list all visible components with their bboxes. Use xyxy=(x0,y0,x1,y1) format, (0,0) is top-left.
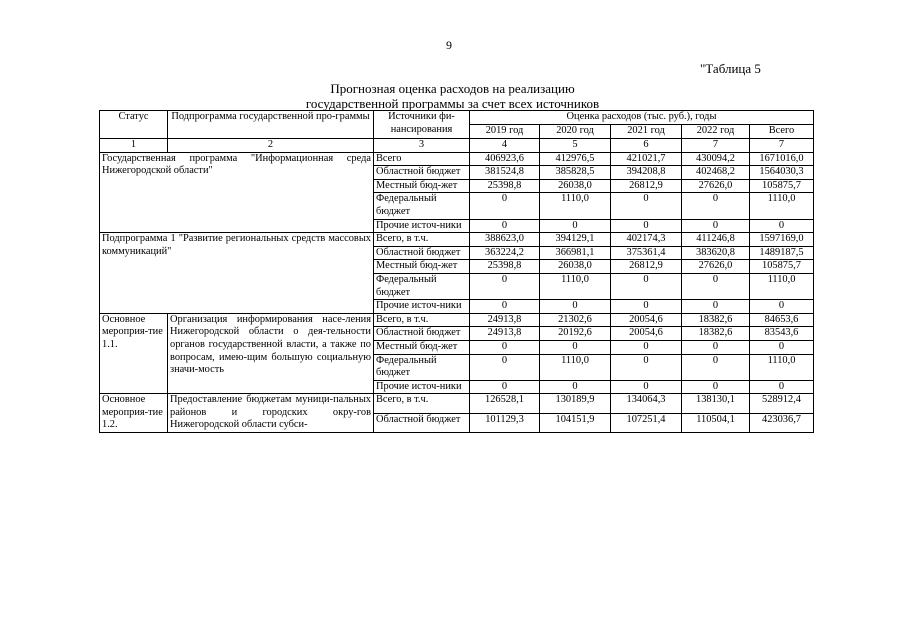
year-value-cell: 26812,9 xyxy=(611,260,682,274)
funding-source-cell: Всего, в т.ч. xyxy=(374,313,470,327)
subprogram-cell: Организация информирования насе-ления Нижегородской области о дея-тельности органов государственной власти, а также по вопросам, имею-щим большую социальную значи-мость xyxy=(168,313,374,394)
year-value-cell: 0 xyxy=(470,193,540,219)
funding-source-cell: Прочие источ-ники xyxy=(374,219,470,233)
total-value-cell: 1671016,0 xyxy=(750,152,814,166)
total-value-cell: 105875,7 xyxy=(750,179,814,193)
year-value-cell: 0 xyxy=(540,219,611,233)
total-value-cell: 0 xyxy=(750,300,814,314)
table-row xyxy=(100,313,814,327)
funding-source-cell: Областной бюджет xyxy=(374,327,470,341)
column-number: 3 xyxy=(374,139,470,153)
year-value-cell: 0 xyxy=(470,340,540,354)
year-value-cell: 18382,6 xyxy=(682,327,750,341)
header-year: 2021 год xyxy=(611,125,682,139)
year-value-cell: 411246,8 xyxy=(682,233,750,247)
year-value-cell: 20054,6 xyxy=(611,327,682,341)
table-row xyxy=(100,233,814,247)
column-number: 7 xyxy=(750,139,814,153)
total-value-cell: 0 xyxy=(750,340,814,354)
year-value-cell: 385828,5 xyxy=(540,166,611,180)
program-name-cell: Государственная программа "Информационная среда Нижегородской области" xyxy=(100,152,374,233)
year-value-cell: 0 xyxy=(540,340,611,354)
column-number-row xyxy=(100,139,814,153)
year-value-cell: 406923,6 xyxy=(470,152,540,166)
funding-source-cell: Всего, в т.ч. xyxy=(374,394,470,413)
year-value-cell: 366981,1 xyxy=(540,246,611,260)
table-label: "Таблица 5 xyxy=(700,61,761,76)
header-row-1 xyxy=(100,111,814,125)
funding-source-cell: Местный бюд-жет xyxy=(374,179,470,193)
year-value-cell: 0 xyxy=(611,300,682,314)
column-number: 4 xyxy=(470,139,540,153)
total-value-cell: 0 xyxy=(750,219,814,233)
funding-source-cell: Федеральный бюджет xyxy=(374,273,470,299)
year-value-cell: 0 xyxy=(682,219,750,233)
funding-source-cell: Прочие источ-ники xyxy=(374,300,470,314)
year-value-cell: 0 xyxy=(540,380,611,394)
funding-source-cell: Областной бюджет xyxy=(374,246,470,260)
funding-source-cell: Областной бюджет xyxy=(374,166,470,180)
total-value-cell: 84653,6 xyxy=(750,313,814,327)
year-value-cell: 0 xyxy=(611,273,682,299)
funding-source-cell: Местный бюд-жет xyxy=(374,340,470,354)
header-year: 2020 год xyxy=(540,125,611,139)
year-value-cell: 0 xyxy=(611,340,682,354)
year-value-cell: 0 xyxy=(682,354,750,380)
page-number: 9 xyxy=(446,38,452,52)
year-value-cell: 0 xyxy=(682,273,750,299)
year-value-cell: 20192,6 xyxy=(540,327,611,341)
program-name-cell: Подпрограмма 1 "Развитие региональных средств массовых коммуникаций" xyxy=(100,233,374,314)
column-number: 6 xyxy=(611,139,682,153)
year-value-cell: 0 xyxy=(470,273,540,299)
year-value-cell: 26812,9 xyxy=(611,179,682,193)
column-number: 7 xyxy=(682,139,750,153)
year-value-cell: 138130,1 xyxy=(682,394,750,413)
year-value-cell: 110504,1 xyxy=(682,413,750,432)
year-value-cell: 363224,2 xyxy=(470,246,540,260)
year-value-cell: 0 xyxy=(682,193,750,219)
year-value-cell: 0 xyxy=(611,219,682,233)
year-value-cell: 107251,4 xyxy=(611,413,682,432)
column-number: 1 xyxy=(100,139,168,153)
year-value-cell: 27626,0 xyxy=(682,179,750,193)
year-value-cell: 430094,2 xyxy=(682,152,750,166)
funding-source-cell: Всего, в т.ч. xyxy=(374,233,470,247)
year-value-cell: 0 xyxy=(682,300,750,314)
header-total: Всего xyxy=(750,125,814,139)
column-number: 2 xyxy=(168,139,374,153)
total-value-cell: 423036,7 xyxy=(750,413,814,432)
year-value-cell: 1110,0 xyxy=(540,354,611,380)
total-value-cell: 105875,7 xyxy=(750,260,814,274)
table-row xyxy=(100,394,814,413)
year-value-cell: 412976,5 xyxy=(540,152,611,166)
year-value-cell: 0 xyxy=(470,354,540,380)
subprogram-cell: Предоставление бюджетам муници-пальных районов и городских окру-гов Нижегородской области субси- xyxy=(168,394,374,433)
year-value-cell: 0 xyxy=(611,380,682,394)
year-value-cell: 0 xyxy=(611,354,682,380)
header-sources: Источники фи-нансирования xyxy=(374,111,470,139)
year-value-cell: 394208,8 xyxy=(611,166,682,180)
year-value-cell: 402468,2 xyxy=(682,166,750,180)
year-value-cell: 25398,8 xyxy=(470,260,540,274)
total-value-cell: 0 xyxy=(750,380,814,394)
year-value-cell: 27626,0 xyxy=(682,260,750,274)
year-value-cell: 388623,0 xyxy=(470,233,540,247)
header-estimate: Оценка расходов (тыс. руб.), годы xyxy=(470,111,814,125)
total-value-cell: 1489187,5 xyxy=(750,246,814,260)
year-value-cell: 101129,3 xyxy=(470,413,540,432)
year-value-cell: 26038,0 xyxy=(540,179,611,193)
year-value-cell: 134064,3 xyxy=(611,394,682,413)
total-value-cell: 528912,4 xyxy=(750,394,814,413)
table-row xyxy=(100,152,814,166)
total-value-cell: 1110,0 xyxy=(750,193,814,219)
total-value-cell: 1597169,0 xyxy=(750,233,814,247)
funding-source-cell: Местный бюд-жет xyxy=(374,260,470,274)
year-value-cell: 126528,1 xyxy=(470,394,540,413)
header-year: 2022 год xyxy=(682,125,750,139)
table-title-line-1: Прогнозная оценка расходов на реализацию xyxy=(330,81,575,96)
year-value-cell: 421021,7 xyxy=(611,152,682,166)
year-value-cell: 24913,8 xyxy=(470,327,540,341)
year-value-cell: 0 xyxy=(470,300,540,314)
year-value-cell: 130189,9 xyxy=(540,394,611,413)
year-value-cell: 0 xyxy=(682,340,750,354)
year-value-cell: 104151,9 xyxy=(540,413,611,432)
year-value-cell: 1110,0 xyxy=(540,273,611,299)
year-value-cell: 375361,4 xyxy=(611,246,682,260)
year-value-cell: 18382,6 xyxy=(682,313,750,327)
year-value-cell: 381524,8 xyxy=(470,166,540,180)
header-year: 2019 год xyxy=(470,125,540,139)
year-value-cell: 402174,3 xyxy=(611,233,682,247)
year-value-cell: 26038,0 xyxy=(540,260,611,274)
header-subprogram: Подпрограмма государственной про-граммы xyxy=(168,111,374,139)
funding-source-cell: Прочие источ-ники xyxy=(374,380,470,394)
column-number: 5 xyxy=(540,139,611,153)
year-value-cell: 0 xyxy=(611,193,682,219)
status-cell: Основное мероприя-тие 1.2. xyxy=(100,394,168,433)
year-value-cell: 20054,6 xyxy=(611,313,682,327)
year-value-cell: 0 xyxy=(470,380,540,394)
status-cell: Основное мероприя-тие 1.1. xyxy=(100,313,168,394)
year-value-cell: 394129,1 xyxy=(540,233,611,247)
year-value-cell: 0 xyxy=(470,219,540,233)
year-value-cell: 0 xyxy=(540,300,611,314)
year-value-cell: 383620,8 xyxy=(682,246,750,260)
funding-source-cell: Федеральный бюджет xyxy=(374,354,470,380)
total-value-cell: 1564030,3 xyxy=(750,166,814,180)
header-status: Статус xyxy=(100,111,168,139)
expense-estimate-table xyxy=(99,110,814,433)
funding-source-cell: Областной бюджет xyxy=(374,413,470,432)
year-value-cell: 0 xyxy=(682,380,750,394)
total-value-cell: 1110,0 xyxy=(750,354,814,380)
year-value-cell: 21302,6 xyxy=(540,313,611,327)
funding-source-cell: Федеральный бюджет xyxy=(374,193,470,219)
table-title-line-2: государственной программы за счет всех источников xyxy=(305,96,600,111)
total-value-cell: 1110,0 xyxy=(750,273,814,299)
total-value-cell: 83543,6 xyxy=(750,327,814,341)
year-value-cell: 25398,8 xyxy=(470,179,540,193)
year-value-cell: 24913,8 xyxy=(470,313,540,327)
year-value-cell: 1110,0 xyxy=(540,193,611,219)
funding-source-cell: Всего xyxy=(374,152,470,166)
